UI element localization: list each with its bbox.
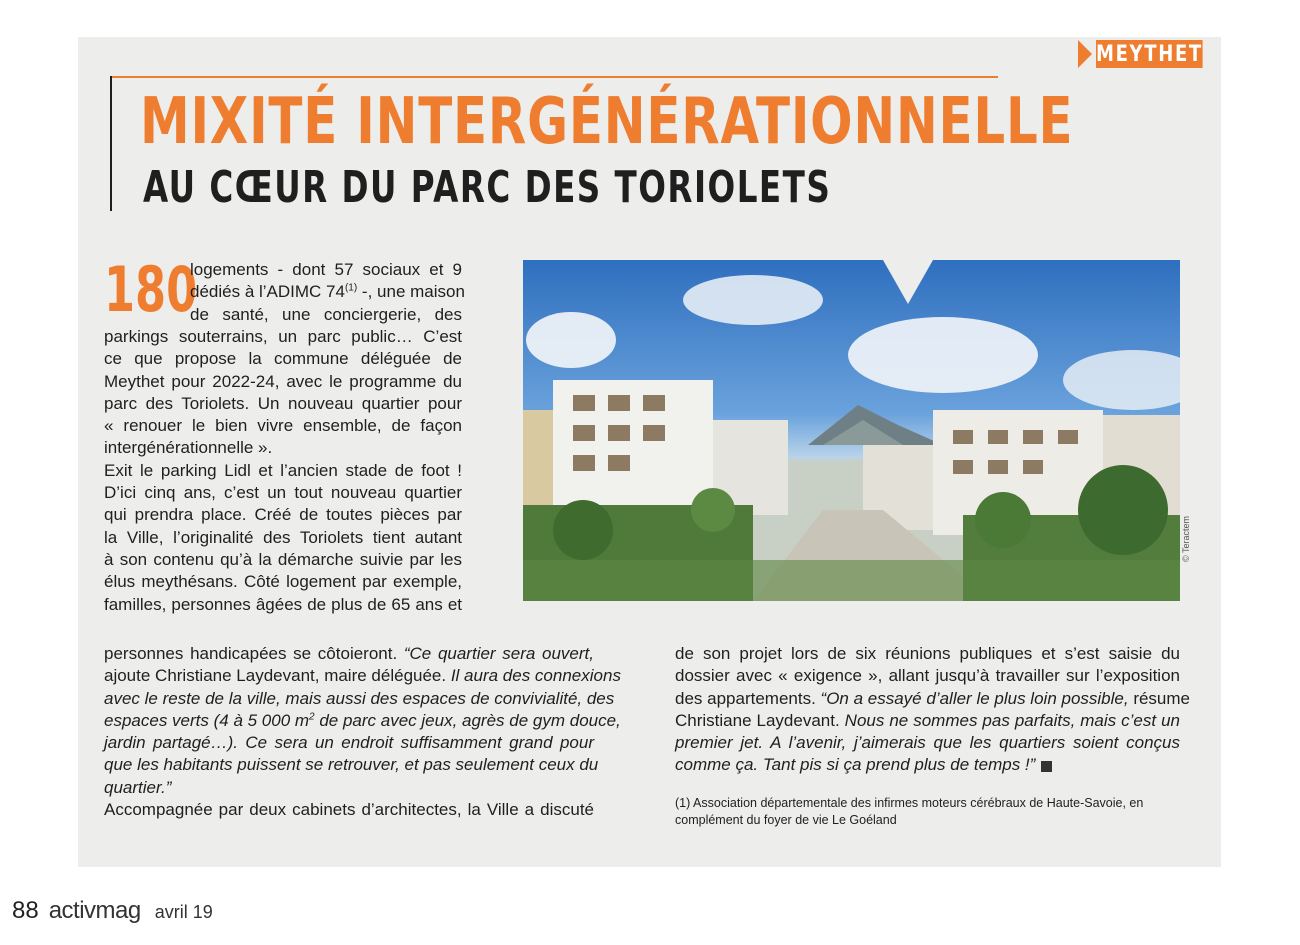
- text-line: premier jet. A l’avenir, j’aimerais que les quartiers soient conçus: [675, 733, 1180, 753]
- title-rule: [110, 76, 998, 78]
- text-line: D’ici cinq ans, c’est un tout nouveau quartier: [104, 483, 462, 503]
- rendering-illustration: [523, 260, 1180, 601]
- section-tag-label: MEYTHET: [1096, 41, 1203, 67]
- footnote-ref: (1): [344, 282, 358, 294]
- footnote-line: (1) Association départementale des infirmes moteurs cérébraux de Haute-Savoie, en: [675, 796, 1144, 810]
- page-footer: [12, 897, 213, 925]
- text-line: Christiane Laydevant. Nous ne sommes pas parfaits, mais c’est un: [675, 710, 1180, 730]
- text-line: dossier avec « exigence », allant jusqu’à travailler sur l’exposition: [675, 666, 1180, 686]
- text-line: qui prendra place. Créé de toutes pièces par: [104, 505, 462, 525]
- footnote: [675, 795, 1143, 829]
- tag-arrow-icon: [1078, 40, 1092, 68]
- text-line: ce que propose la commune déléguée de: [104, 349, 462, 369]
- magazine-name: activmag: [48, 897, 141, 924]
- end-mark-icon: [1041, 761, 1052, 772]
- text-line: familles, personnes âgées de plus de 65 ans et: [104, 594, 462, 614]
- text-line: Meythet pour 2022-24, avec le programme du: [104, 371, 462, 391]
- text-line: parc des Toriolets. Un nouveau quartier pour: [104, 393, 462, 413]
- intro-paragraph-top: [190, 259, 465, 326]
- section-tag: [1078, 40, 1222, 68]
- right-column-paragraph: [675, 643, 1191, 777]
- text-line: quartier.”: [104, 777, 172, 797]
- text-line: élus meythésans. Côté logement par exemple,: [104, 572, 462, 592]
- text-line: Exit le parking Lidl et l’ancien stade de foot !: [104, 460, 462, 480]
- text-line: dédiés à l’ADIMC 74$^{(1)}$ -, une maison: [190, 282, 465, 302]
- quote-paragraph: [104, 643, 621, 821]
- footnote-line: complément du foyer de vie Le Goéland: [675, 813, 897, 827]
- text-line: comme ça. Tant pis si ça prend plus de temps !”: [675, 754, 1180, 776]
- text-line: à son contenu qu’à la démarche suivie par les: [104, 549, 462, 569]
- text-line: des appartements. “On a essayé d’aller le plus loin possible, résume: [675, 688, 1191, 708]
- text-line: « renouer le bien vivre ensemble, de façon: [104, 416, 462, 436]
- text-line: de santé, une conciergerie, des: [190, 304, 462, 324]
- page-number: 88: [12, 897, 39, 924]
- text-line: intergénérationnelle ».: [104, 438, 273, 458]
- text-line: espaces verts (4 à 5 000 $m^2$ de parc avec jeux, agrès de gym douce,: [104, 710, 621, 730]
- text-line: Accompagnée par deux cabinets d’architectes, la Ville a discuté: [104, 800, 594, 820]
- headline: MIXITÉ INTERGÉNÉRATIONNELLE: [140, 85, 1074, 159]
- photo-credit: © Teractem: [1181, 516, 1191, 562]
- text-line: jardin partagé…). Ce sera un endroit suffisamment grand pour: [104, 733, 594, 753]
- text-line: logements - dont 57 sociaux et 9: [190, 260, 462, 279]
- intro-paragraph: [104, 326, 462, 616]
- text-line: ajoute Christiane Laydevant, maire déléguée. Il aura des connexions: [104, 666, 621, 686]
- text-line: personnes handicapées se côtoieront. “Ce quartier sera ouvert,: [104, 644, 594, 663]
- text-line: la Ville, l’originalité des Toriolets tient autant: [104, 527, 462, 547]
- text-line: que les habitants puissent se retrouver, et pas seulement ceux du: [104, 755, 599, 775]
- text-line: avec le reste de la ville, mais aussi des espaces de convivialité, des: [104, 688, 615, 708]
- title-bracket: [110, 76, 112, 211]
- text-line: parkings souterrains, un parc public… C’est: [104, 327, 462, 346]
- text-line: de son projet lors de six réunions publiques et s’est saisie du: [675, 644, 1180, 663]
- architectural-rendering-image: [523, 260, 1180, 601]
- drop-number: 180: [104, 253, 198, 326]
- subheadline: AU CŒUR DU PARC DES TORIOLETS: [143, 162, 832, 213]
- issue-date: avril 19: [154, 902, 213, 922]
